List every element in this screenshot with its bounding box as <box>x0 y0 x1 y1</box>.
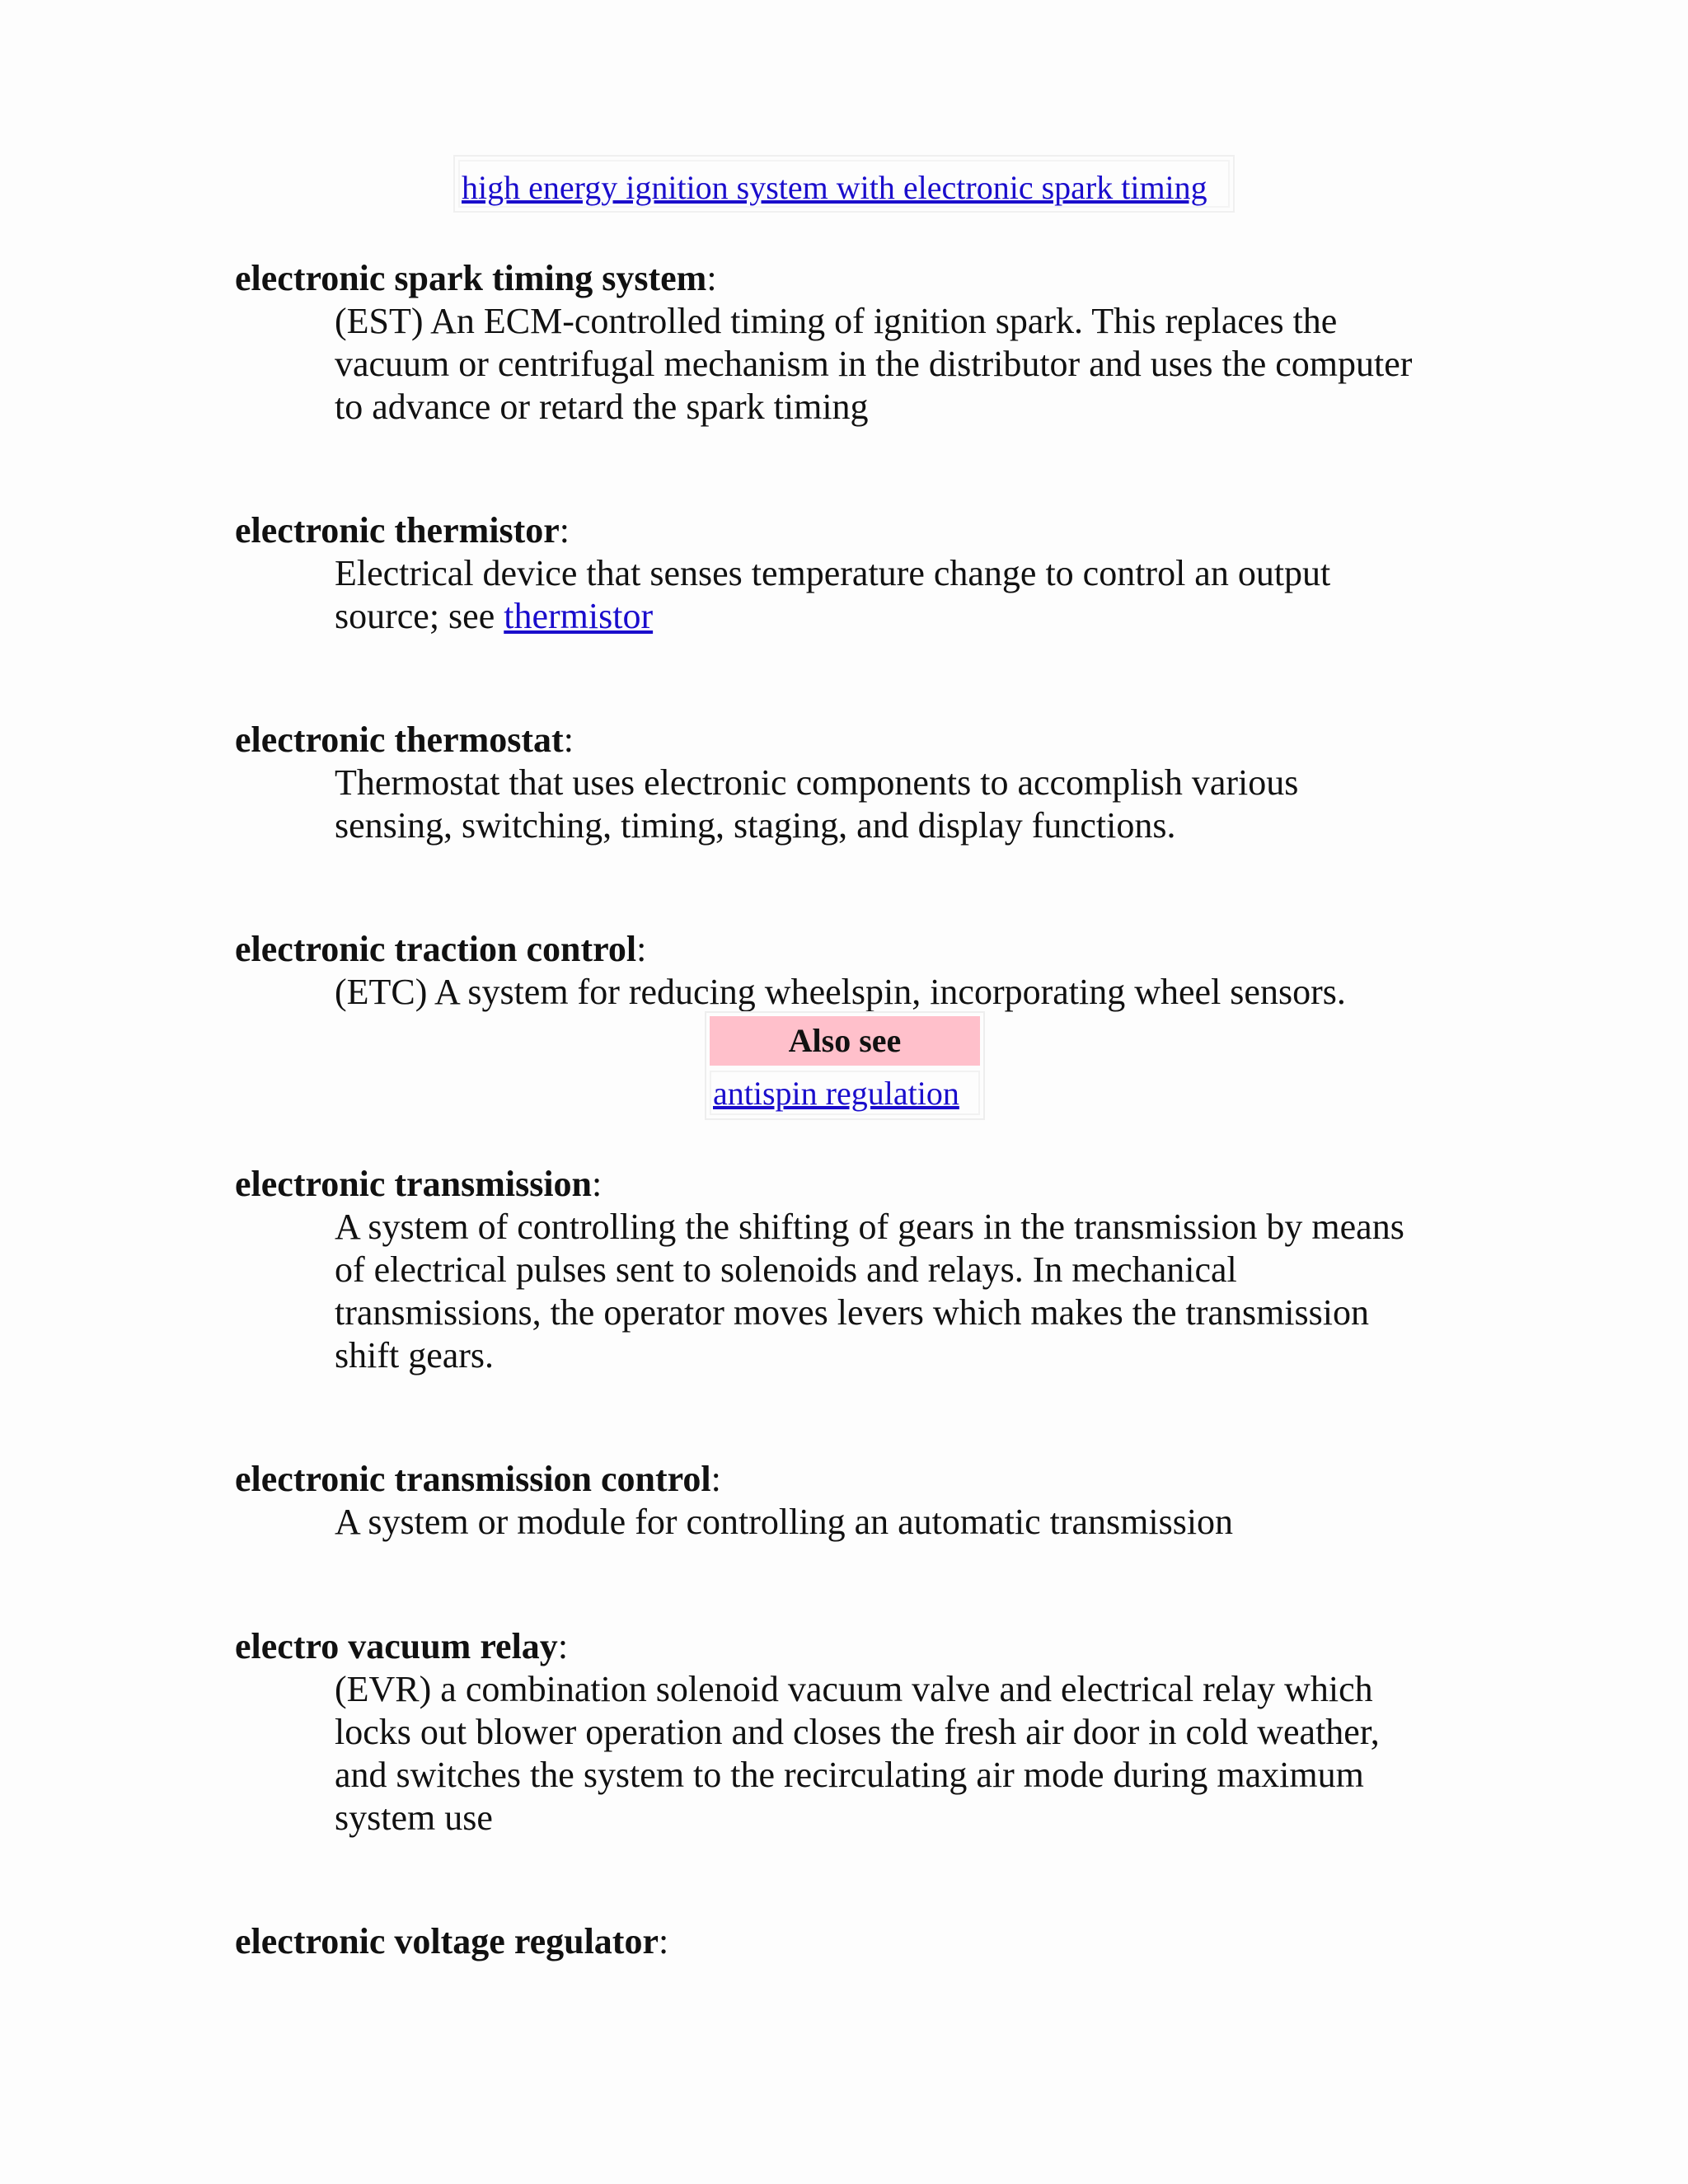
glossary-entry: electronic transmission control: A system or module for controlling an automatic transmission <box>235 1458 1471 1544</box>
entry-term: electronic voltage regulator <box>235 1921 659 1961</box>
entry-definition: A system or module for controlling an automatic transmission <box>335 1502 1234 1542</box>
high-energy-ignition-link[interactable]: high energy ignition system with electronic spark timing <box>462 169 1207 206</box>
entry-term: electronic spark timing system <box>235 258 707 298</box>
entry-term: electronic transmission control <box>235 1459 711 1499</box>
entry-definition: (EST) An ECM-controlled timing of ignition spark. This replaces the vacuum or centrifugal mechanism in the distributor and uses the computer to advance or retard the spark timing <box>335 301 1413 427</box>
antispin-regulation-link[interactable]: antispin regulation <box>713 1075 959 1112</box>
glossary-entry: electronic transmission: A system of controlling the shifting of gears in the transmission by means of electrical pulses sent to solenoids and relays. In mechanical transmissions, the operator moves levers which makes the transmission shift gears. <box>235 1163 1471 1377</box>
glossary-entry: electronic thermostat: Thermostat that uses electronic components to accomplish various sensing, switching, timing, staging, and display functions. <box>235 719 1471 847</box>
thermistor-link[interactable]: thermistor <box>504 596 654 636</box>
also-see-header: Also see <box>710 1016 980 1066</box>
entry-term: electronic transmission <box>235 1164 593 1204</box>
entry-definition: (ETC) A system for reducing wheelspin, incorporating wheel sensors. <box>335 972 1346 1012</box>
also-see-table <box>705 1011 985 1120</box>
entry-definition: Thermostat that uses electronic components to accomplish various sensing, switching, timing, staging, and display functions. <box>335 762 1299 846</box>
glossary-entry: electronic spark timing system: (EST) An ECM-controlled timing of ignition spark. This replaces the vacuum or centrifugal mechanism in the distributor and uses the computer to advance or retard the spark timing <box>235 257 1471 429</box>
related-link-box <box>453 155 1235 213</box>
glossary-entry: electronic voltage regulator: <box>235 1921 669 1961</box>
glossary-entry: electronic thermistor: Electrical device that senses temperature change to control an output source; see thermistor <box>235 509 1471 638</box>
entry-term: electro vacuum relay <box>235 1626 558 1666</box>
entry-term: electronic thermistor <box>235 510 560 551</box>
entry-definition: Electrical device that senses temperature change to control an output source; see thermistor <box>335 553 1331 636</box>
entry-definition: (EVR) a combination solenoid vacuum valve and electrical relay which locks out blower operation and closes the fresh air door in cold weather, and switches the system to the recirculating air mode during maximum system use <box>335 1669 1380 1838</box>
entry-definition: A system of controlling the shifting of gears in the transmission by means of electrical pulses sent to solenoids and relays. In mechanical transmissions, the operator moves levers which makes the transmission shift gears. <box>335 1207 1404 1376</box>
glossary-entry: electro vacuum relay: (EVR) a combination solenoid vacuum valve and electrical relay which locks out blower operation and closes the fresh air door in cold weather, and switches the system to the recirculating air mode during maximum system use <box>235 1625 1471 1840</box>
also-see-cell <box>710 1071 980 1115</box>
glossary-entry: electronic traction control: (ETC) A system for reducing wheelspin, incorporating wheel sensors. <box>235 928 1471 1014</box>
entry-term: electronic traction control <box>235 929 637 969</box>
entry-term: electronic thermostat <box>235 719 564 760</box>
